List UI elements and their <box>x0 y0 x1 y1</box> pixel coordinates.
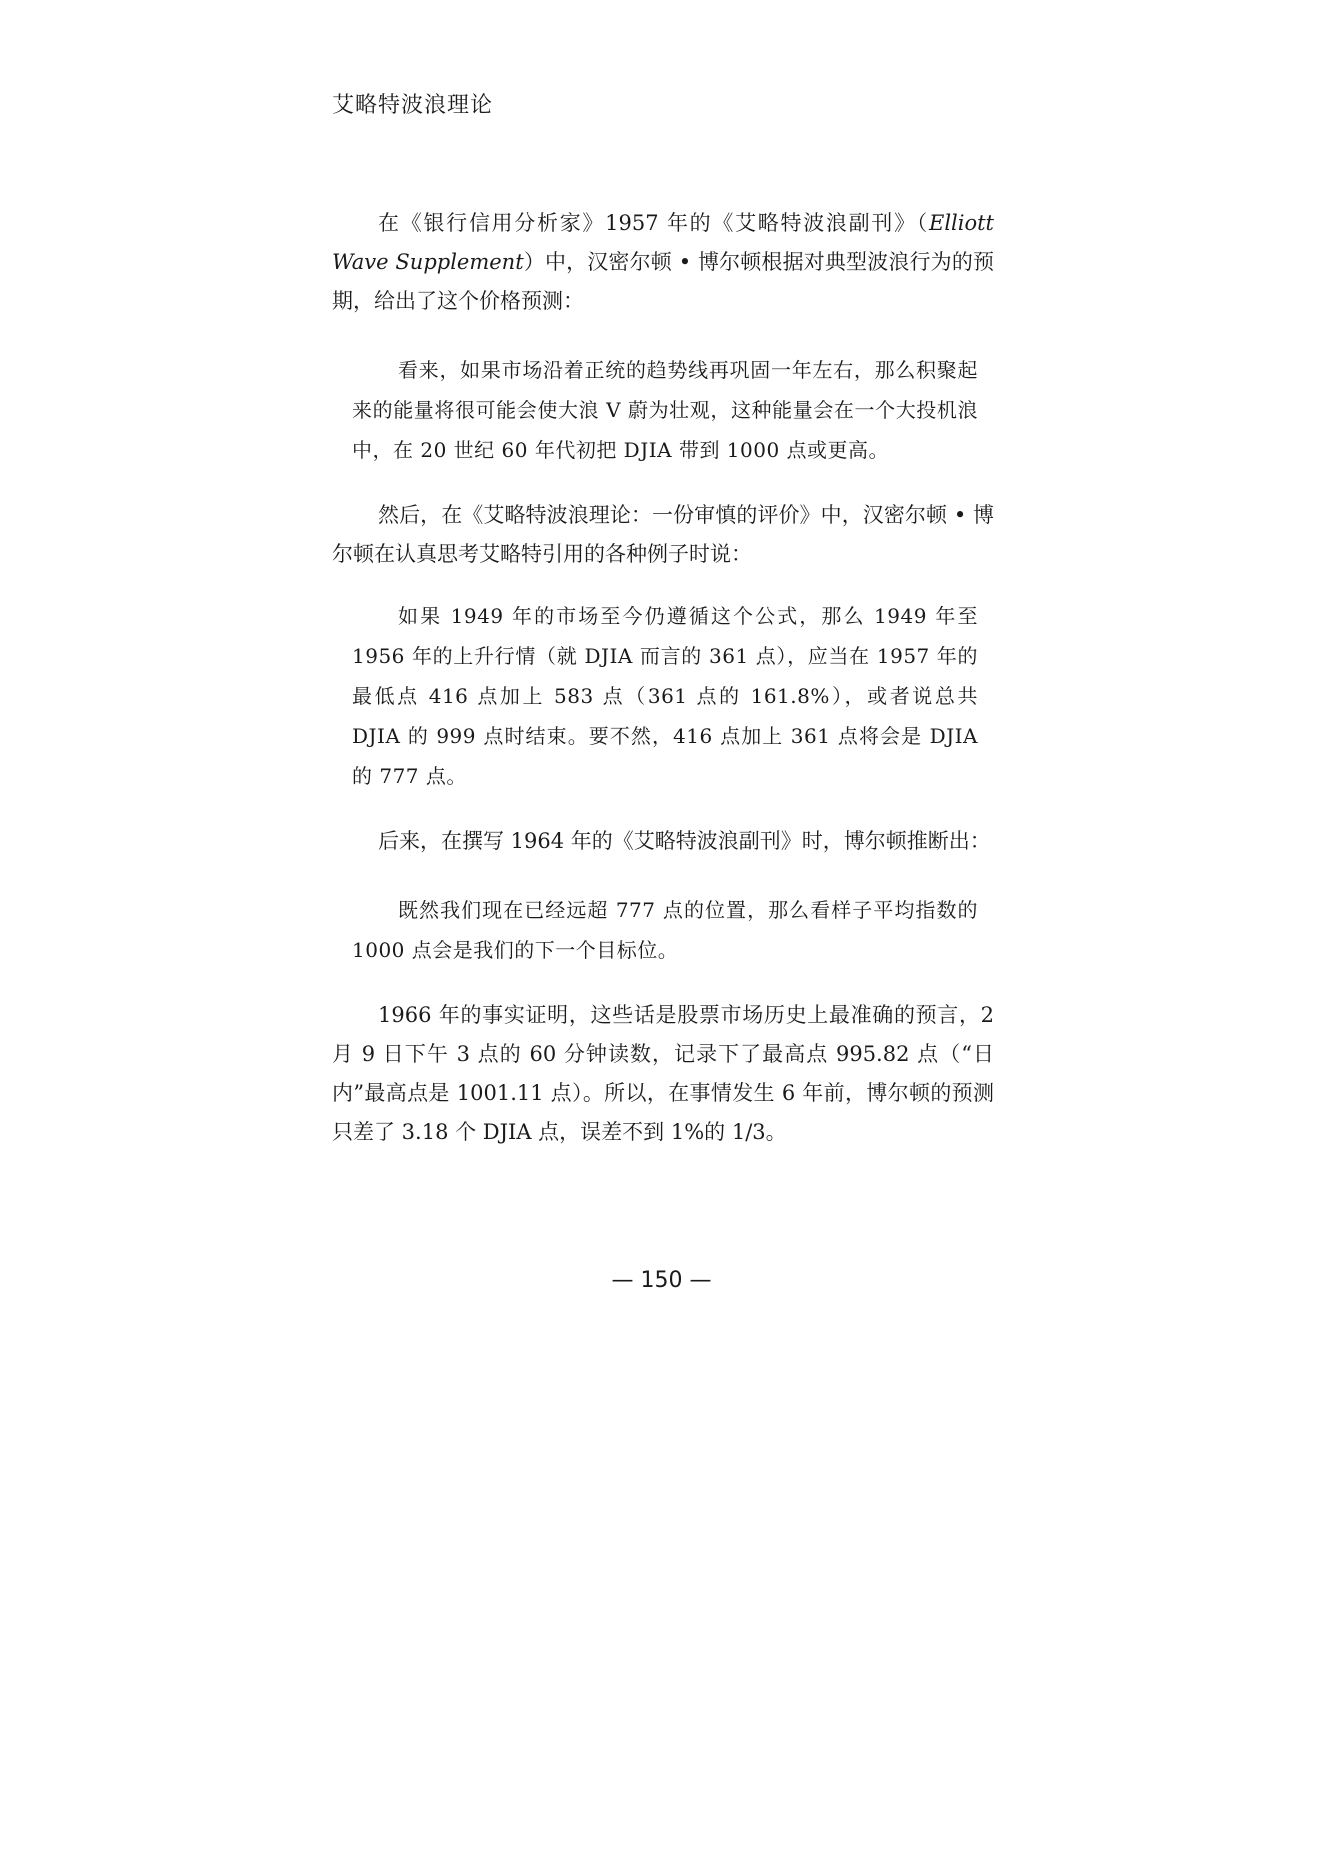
paragraph-intro <box>332 204 994 321</box>
paragraph-1964-supplement: 后来，在撰写 1964 年的《艾略特波浪副刊》时，博尔顿推断出： <box>378 829 991 853</box>
block-quote-target: 既然我们现在已经远超 777 点的位置，那么看样子平均指数的 1000 点会是我们的下一个目标位。 <box>352 898 978 962</box>
paragraph-1966-outcome: 1966 年的事实证明，这些话是股票市场历史上最准确的预言，2 月 9 日下午 3 点的 60 分钟读数，记录下了最高点 995.82 点（“日内”最高点是 1001.11 点）。所以，在事情发生 6 年前，博尔顿的预测只差了 3.18 个 DJIA 点，误差不到 1%的 1/3。 <box>332 1003 994 1144</box>
running-header: 艾略特波浪理论 <box>332 93 494 118</box>
paragraph-intro-text-after: ）中，汉密尔顿 • 博尔顿根据对典型波浪行为的预期，给出了这个价格预测： <box>332 250 994 313</box>
block-quote-formula: 如果 1949 年的市场至今仍遵循这个公式，那么 1949 年至 1956 年的上升行情（就 DJIA 而言的 361 点），应当在 1957 年的最低点 416 点加上 583 点（361 点的 161.8%），或者说总共 DJIA 的 999 点时结束。要不然，416 点加上 361 点将会是 DJIA 的 777 点。 <box>352 604 978 788</box>
page-number: — 150 — <box>611 1268 712 1293</box>
italic-title: Elliott Wave Supplement <box>332 211 994 274</box>
paragraph-critical-appraisal: 然后，在《艾略特波浪理论：一份审慎的评价》中，汉密尔顿 • 博尔顿在认真思考艾略特引用的各种例子时说： <box>332 503 994 566</box>
block-quote-1957-forecast: 看来，如果市场沿着正统的趋势线再巩固一年左右，那么积聚起来的能量将很可能会使大浪 V 蔚为壮观，这种能量会在一个大投机浪中，在 20 世纪 60 年代初把 DJIA 带到 1000 点或更高。 <box>352 358 978 462</box>
paragraph-intro-text-before: 在《银行信用分析家》1957 年的《艾略特波浪副刊》（ <box>378 211 929 235</box>
page-body <box>332 204 994 1152</box>
